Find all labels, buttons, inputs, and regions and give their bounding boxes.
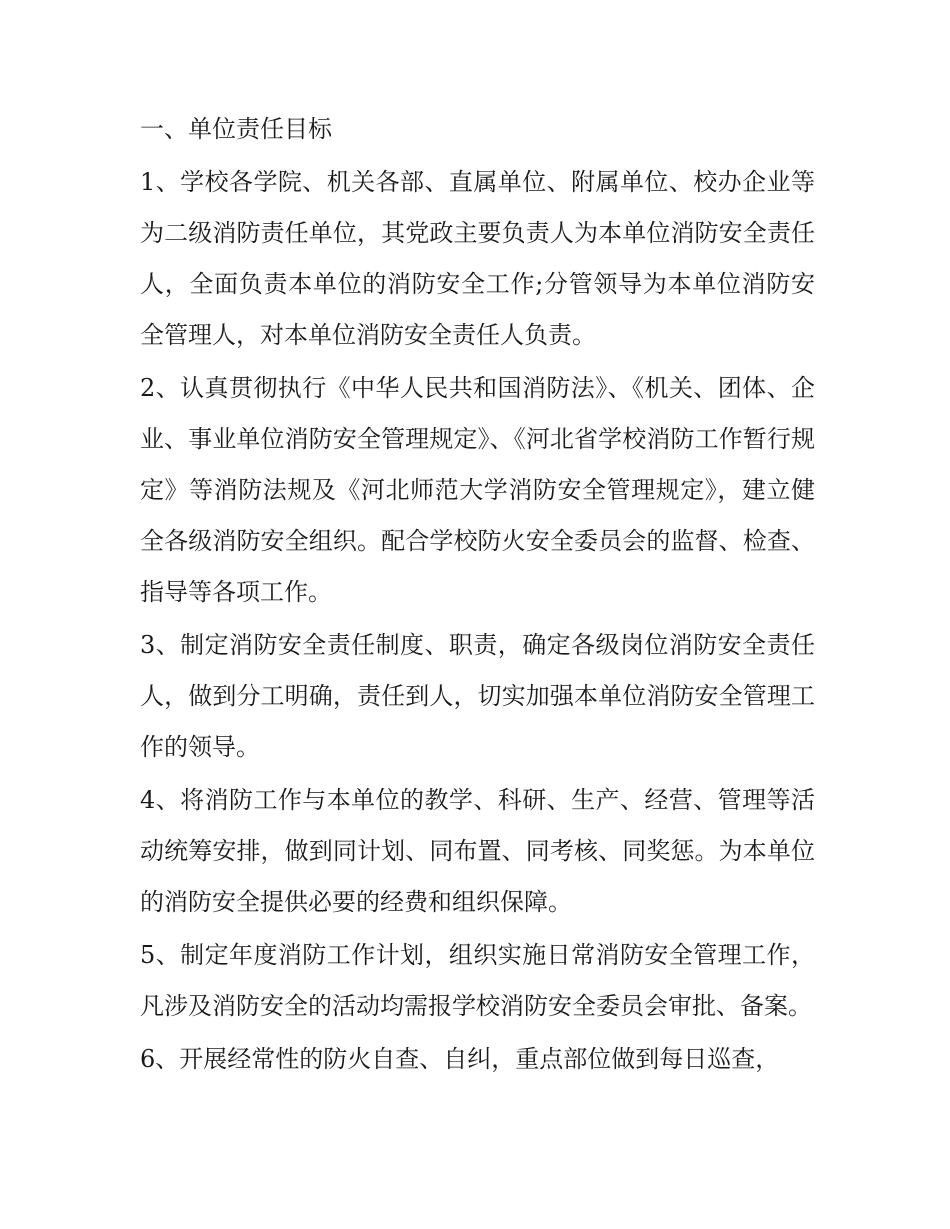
section-heading: 一、单位责任目标 [140,115,332,143]
paragraph-3: 3、制定消防安全责任制度、职责，确定各级岗位消防安全责任人，做到分工明确，责任到人，切实加强本单位消防安全管理工作的领导。 [140,631,815,761]
document-body [140,104,815,1087]
paragraph-2: 2、认真贯彻执行《中华人民共和国消防法》、《机关、团体、企业、事业单位消防安全管理规定》、《河北省学校消防工作暂行规定》等消防法规及《河北师范大学消防安全管理规定》，建立健全各级消防安全组织。配合学校防火安全委员会的监督、检查、指导等各项工作。 [140,374,815,606]
paragraph-6: 6、开展经常性的防火自查、自纠，重点部位做到每日巡查， [140,1045,780,1073]
paragraph-1: 1、学校各学院、机关各部、直属单位、附属单位、校办企业等为二级消防责任单位，其党政主要负责人为本单位消防安全责任人，全面负责本单位的消防安全工作;分管领导为本单位消防安全管理人，对本单位消防安全责任人负责。 [140,168,815,349]
paragraph-4: 4、将消防工作与本单位的教学、科研、生产、经营、管理等活动统筹安排，做到同计划、同布置、同考核、同奖惩。为本单位的消防安全提供必要的经费和组织保障。 [140,786,815,916]
paragraph-5: 5、制定年度消防工作计划，组织实施日常消防安全管理工作，凡涉及消防安全的活动均需报学校消防安全委员会审批、备案。 [140,941,815,1020]
